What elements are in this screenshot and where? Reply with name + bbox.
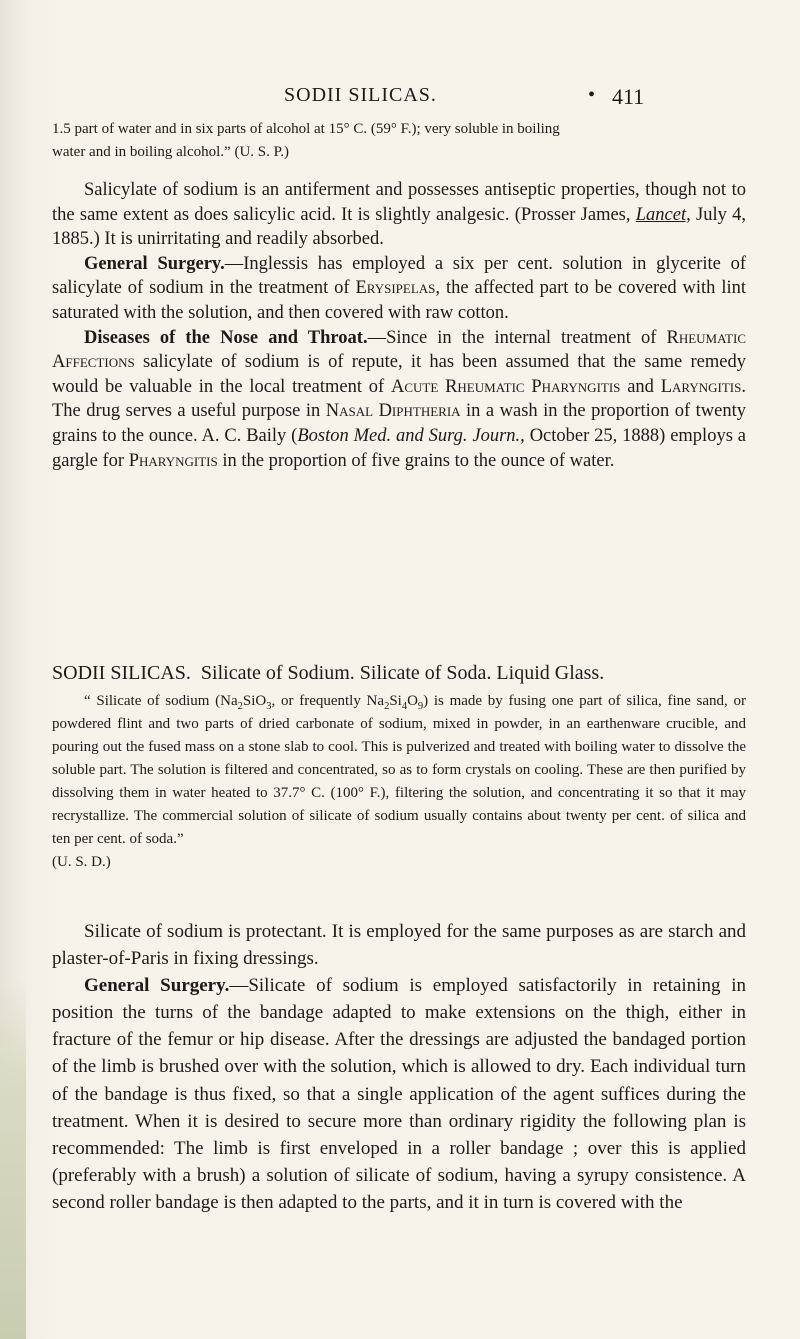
pharmacopoeia-quote: “ Silicate of sodium ($Na_2SiO_3$, or frequently $Na_2Si_4O_9$) is made by fusing one part of silica, fine sand, or powdered flint and two parts of dried carbonate of sodium, mixed in powder, in an earthenware crucible, and pouring out the fused mass on a stone slab to cool. This is pulverized and treated with boiling water to dissolve the soluble part. The solution is filtered and concentrated, so as to form crystals on cooling. These are then purified by dissolving them in water heated to 37.7° C. (100° F.), filtering the solution, and concentrating it so that it may recrystallize. The commercial solution of silicate of sodium usually contains about twenty per cent. of silica and ten per cent. of soda.” xyxy=(52,693,746,847)
quote-line-1: 1.5 part of water and in six parts of alcohol at 15° C. (59° F.); very soluble in boiling xyxy=(52,121,560,137)
section-synonyms: Silicate of Sodium. Silicate of Soda. Liquid Glass. xyxy=(200,662,605,684)
nose-throat-heading: Diseases of the Nose and Throat. xyxy=(84,327,368,348)
salicylate-paragraph-2: General Surgery.—Inglessis has employed a six per cent. solution in glycerite of salicylate of sodium in the treatment of Erysipelas, the affected part to be covered with lint saturated with the solution, and then covered with raw cotton. xyxy=(52,253,746,323)
silicas-body xyxy=(52,918,746,1216)
section-title: SODII SILICAS. xyxy=(52,662,191,684)
page-header xyxy=(0,84,800,110)
silicas-description xyxy=(52,690,746,874)
salicylate-paragraph-1: Salicylate of sodium is an antiferment and possesses antiseptic properties, though not to the same extent as does salicylic acid. It is slightly analgesic. (Prosser James, Lancet, July 4, 1885.) It is unirritating and readily absorbed. xyxy=(52,180,746,250)
journal-citation: Boston Med. and Surg. Journ., xyxy=(297,425,525,446)
silicas-general-surgery-heading: General Surgery. xyxy=(84,975,230,997)
continued-quote xyxy=(52,118,746,164)
silicas-title-line xyxy=(52,660,746,686)
quote-source: (U. S. D.) xyxy=(52,854,111,870)
header-dot: • xyxy=(588,84,596,106)
salicylate-paragraph-3: Diseases of the Nose and Throat.—Since in the internal treatment of Rheumatic Affections salicylate of sodium is of repute, it has been assumed that the same remedy would be valuable in the local treatment of Acute Rheumatic Pharyngitis and Laryngitis. The drug serves a useful purpose in Nasal Diphtheria in a wash in the proportion of twenty grains to the ounce. A. C. Baily (Boston Med. and Surg. Journ., October 25, 1888) employs a gargle for Pharyngitis in the proportion of five grains to the ounce of water. xyxy=(52,327,746,471)
running-head: SODII SILICAS. xyxy=(284,84,437,106)
page-edge-shadow xyxy=(0,979,26,1339)
silicas-paragraph-2: General Surgery.—Silicate of sodium is employed satisfactorily in retaining in position the turns of the bandage adapted to make extensions on the thigh, either in fracture of the femur or hip disease. After the dressings are adjusted the bandaged portion of the limb is brushed over with the solution, which is allowed to dry. Each individual turn of the bandage is thus fixed, so that a single application of the agent suffices during the treatment. When it is desired to secure more than ordinary rigidity the following plan is recommended: The limb is first enveloped in a roller bandage ; over this is applied (preferably with a brush) a solution of silicate of sodium, having a syrupy consistence. A second roller bandage is then adapted to the parts, and it in turn is covered with the xyxy=(52,975,746,1213)
quote-line-2: water and in boiling alcohol.” (U. S. P.) xyxy=(52,144,290,160)
silicas-paragraph-1: Silicate of sodium is protectant. It is employed for the same purposes as are starch and plaster-of-Paris in fixing dressings. xyxy=(52,921,746,970)
lancet-citation: Lancet, xyxy=(635,204,691,225)
page-number: 411 xyxy=(612,84,645,109)
salicylate-section xyxy=(52,178,746,473)
general-surgery-heading: General Surgery. xyxy=(84,253,225,274)
